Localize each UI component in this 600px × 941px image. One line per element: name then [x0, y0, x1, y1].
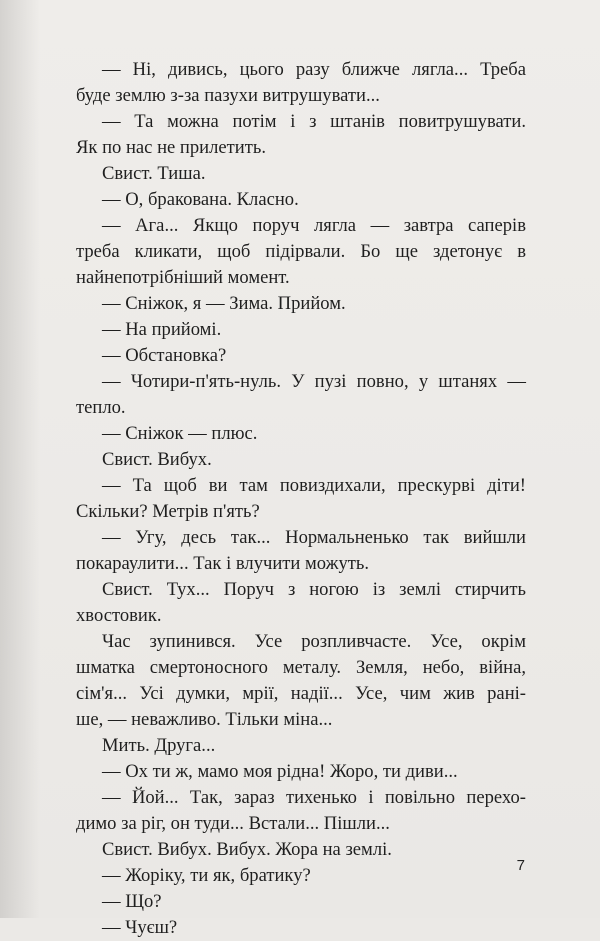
text-line: Час зупинився. Усе розпливчасте. Усе, окрім — [102, 631, 526, 652]
text-line: — Чуєш? — [102, 917, 178, 938]
text-line: Свист. Вибух. Вибух. Жора на землі. — [102, 839, 392, 860]
text-line: треба кликати, щоб підірвали. Бо ще здетонує в — [76, 241, 526, 262]
text-line: — Угу, десь так... Нормальненько так вийшли — [102, 527, 526, 548]
text-line: буде землю з-за пазухи витрушувати... — [76, 85, 380, 106]
text-line: тепло. — [76, 397, 126, 418]
text-line: Свист. Вибух. — [102, 449, 212, 470]
text-line: — Та щоб ви там повиздихали, прескурві діти! — [102, 475, 526, 496]
text-line: — Ох ти ж, мамо моя рідна! Жоро, ти диви... — [102, 761, 458, 782]
text-line: Скільки? Метрів п'ять? — [76, 501, 260, 522]
text-line: найнепотрібніший момент. — [76, 267, 290, 288]
text-line: — Жоріку, ти як, братику? — [102, 865, 311, 886]
text-line: димо за ріг, он туди... Встали... Пішли... — [76, 813, 390, 834]
text-line: шматка смертоносного металу. Земля, небо, війна, — [76, 657, 526, 678]
text-line: Свист. Тиша. — [102, 163, 206, 184]
text-line: хвостовик. — [76, 605, 162, 626]
text-line: ше, — неважливо. Тільки міна... — [76, 709, 333, 730]
text-line: — Ні, дивись, цього разу ближче лягла... Треба — [102, 59, 526, 80]
text-line: — О, бракована. Класно. — [102, 189, 299, 210]
text-line: сім'я... Усі думки, мрії, надії... Усе, чим жив рані- — [76, 683, 526, 704]
text-line: — Що? — [102, 891, 162, 912]
text-line: — Сніжок — плюс. — [102, 423, 258, 444]
text-line: Свист. Тух... Поруч з ногою із землі стирчить — [102, 579, 526, 600]
text-line: — Йой... Так, зараз тихенько і повільно перехо- — [102, 787, 526, 808]
text-line: покараулити... Так і влучити можуть. — [76, 553, 370, 574]
text-line: — Обстановка? — [102, 345, 227, 366]
text-line: — На прийомі. — [102, 319, 222, 340]
text-line: Мить. Друга... — [102, 735, 216, 756]
page-text — [76, 57, 526, 941]
text-line: — Сніжок, я — Зима. Прийом. — [102, 293, 346, 314]
text-line: — Чотири-п'ять-нуль. У пузі повно, у штанях — — [102, 371, 526, 392]
text-line: — Ага... Якщо поруч лягла — завтра саперів — [102, 215, 526, 236]
text-line: — Та можна потім і з штанів повитрушувати. — [102, 111, 526, 132]
page-number: 7 — [516, 857, 525, 874]
text-line: Як по нас не прилетить. — [76, 137, 266, 158]
